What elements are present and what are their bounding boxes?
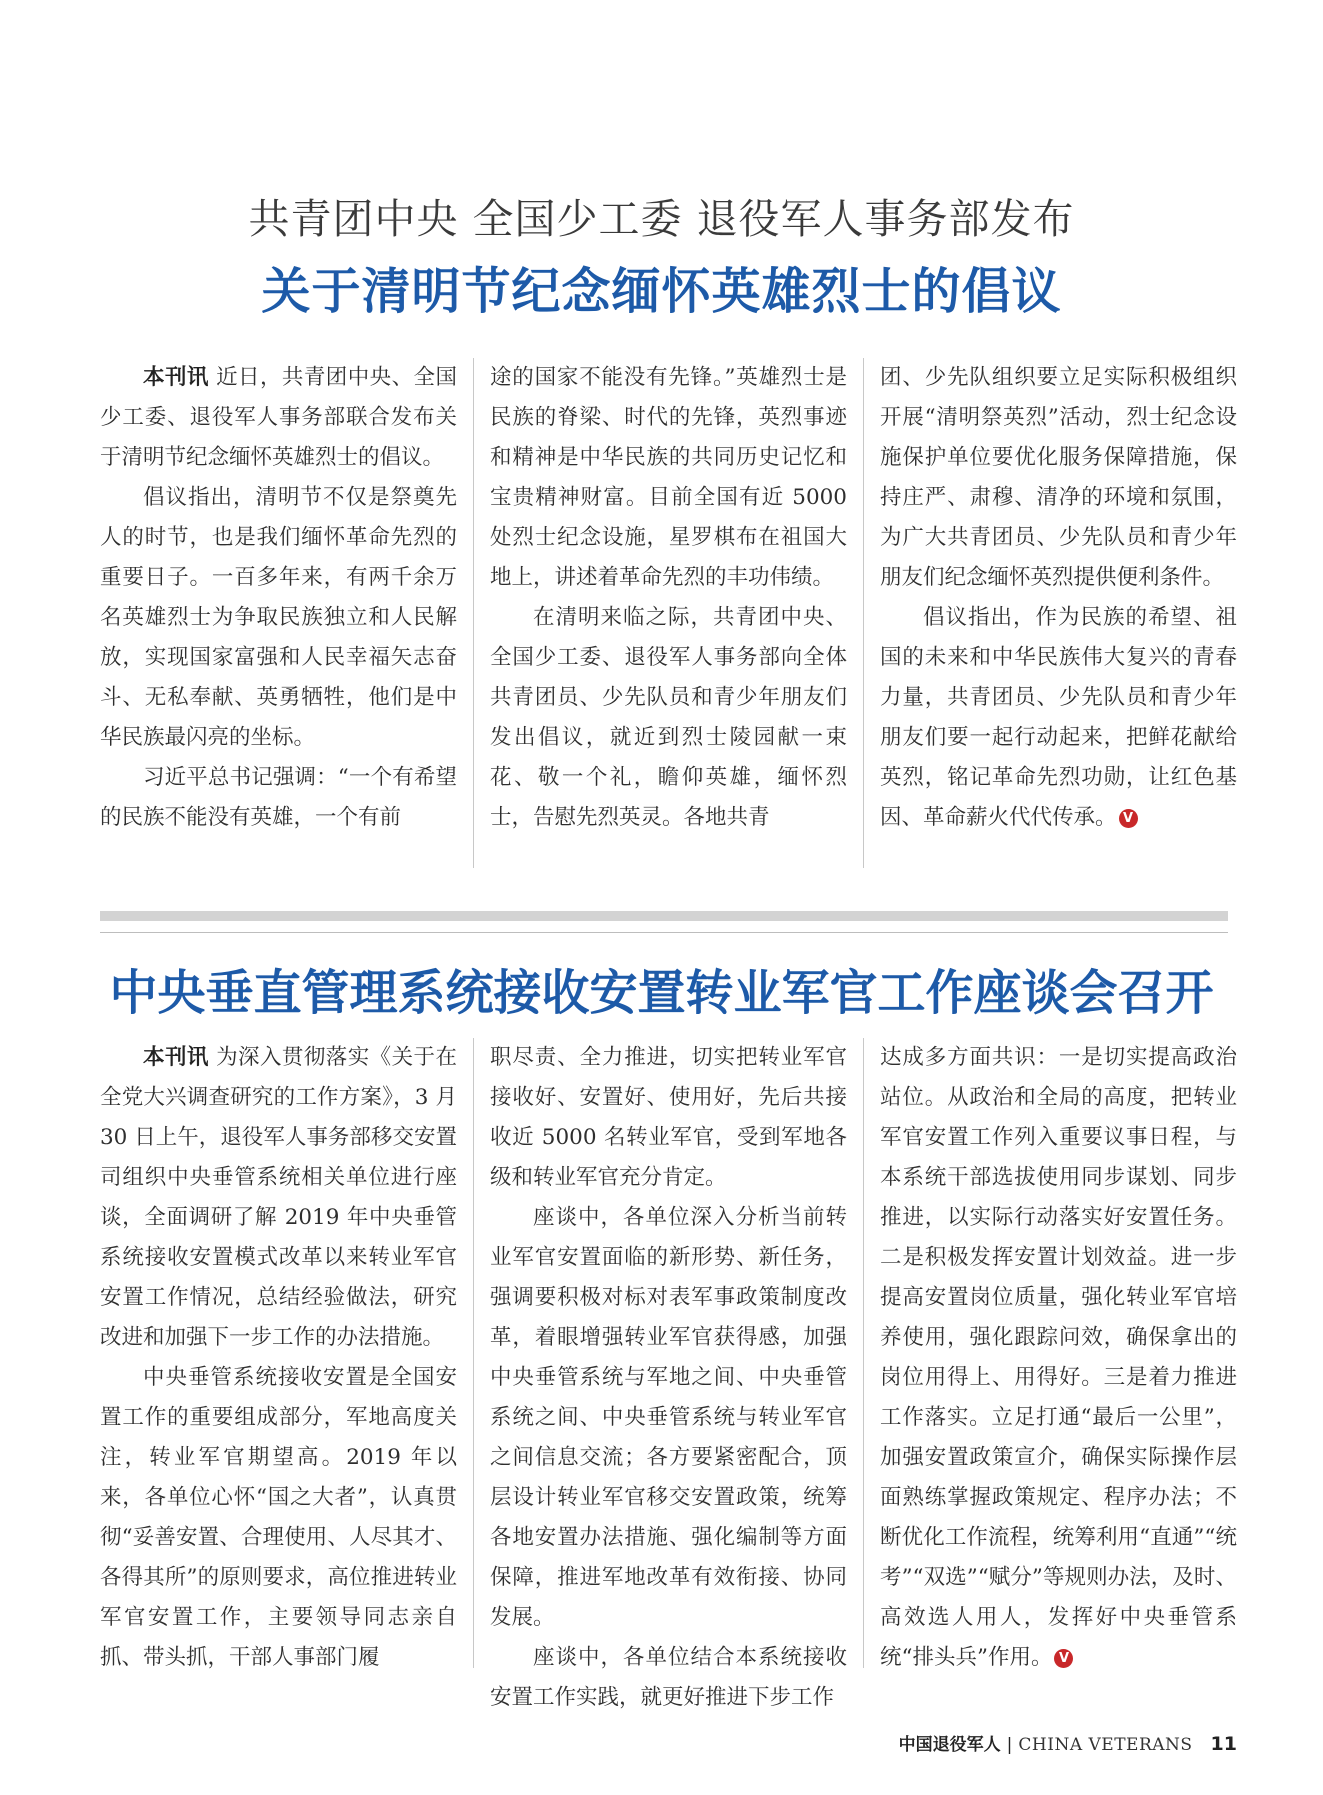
article2-paragraph — [100, 1038, 457, 1358]
lead-tag: 本刊讯 — [143, 1045, 209, 1070]
column-divider — [473, 1038, 474, 1668]
article2-column-2 — [490, 1038, 847, 1718]
article1-text: 倡议指出，作为民族的希望、祖国的未来和中华民族伟大复兴的青春力量，共青团员、少先队员和青少年朋友们要一起行动起来，把鲜花献给英烈，铭记革命先烈功勋，让红色基因、革命薪火代代传承。 — [880, 605, 1237, 830]
section-separator — [100, 911, 1228, 921]
article2-headline: 中央垂直管理系统接收安置转业军官工作座谈会召开 — [109, 965, 1214, 1021]
column-divider — [473, 358, 474, 868]
article1-body — [100, 358, 1237, 878]
end-mark-icon: V — [1119, 809, 1138, 828]
article1-paragraph: 途的国家不能没有先锋。”英雄烈士是民族的脊梁、时代的先锋，英烈事迹和精神是中华民族的共同历史记忆和宝贵精神财富。目前全国有近 5000 处烈士纪念设施，星罗棋布在祖国大地上，讲述着革命先烈的丰功伟绩。 — [490, 365, 847, 590]
article2-column-1 — [100, 1038, 457, 1678]
article1-paragraph: 习近平总书记强调：“一个有希望的民族不能没有英雄，一个有前 — [100, 765, 457, 830]
lead-tag: 本刊讯 — [143, 365, 209, 390]
article2-column-3 — [880, 1038, 1237, 1678]
column-divider — [863, 358, 864, 868]
article1-paragraph: 倡议指出，清明节不仅是祭奠先人的时节，也是我们缅怀革命先烈的重要日子。一百多年来，有两千余万名英雄烈士为争取民族独立和人民解放，实现国家富强和人民幸福矢志奋斗、无私奉献、英勇牺牲，他们是中华民族最闪亮的坐标。 — [100, 485, 457, 750]
article1-paragraph — [880, 598, 1237, 838]
article1-headline: 关于清明节纪念缅怀英雄烈士的倡议 — [261, 263, 1062, 320]
page-footer — [899, 1730, 1237, 1755]
footer-divider: | — [1006, 1735, 1013, 1755]
article2-paragraph: 座谈中，各单位结合本系统接收安置工作实践，就更好推进下步工作 — [490, 1645, 847, 1710]
article2-text: 为深入贯彻落实《关于在全党大兴调查研究的工作方案》，3 月 30 日上午，退役军人事务部移交安置司组织中央垂管系统相关单位进行座谈，全面调研了解 2019 年中央垂管系统接收安置模式改革以来转业军官安置工作情况，总结经验做法，研究改进和加强下一步工作的办法措施。 — [100, 1045, 457, 1350]
end-mark-icon: V — [1054, 1649, 1073, 1668]
column-divider — [863, 1038, 864, 1668]
page-number: 11 — [1210, 1733, 1237, 1755]
article2-paragraph — [880, 1038, 1237, 1678]
article2-paragraph: 职尽责、全力推进，切实把转业军官接收好、安置好、使用好，先后共接收近 5000 名转业军官，受到军地各级和转业军官充分肯定。 — [490, 1045, 847, 1190]
article1-kicker: 共青团中央 全国少工委 退役军人事务部发布 — [248, 195, 1075, 243]
magazine-name: 中国退役军人 — [898, 1735, 1001, 1755]
article1-paragraph — [100, 358, 457, 478]
article1-column-2 — [490, 358, 847, 838]
article1-paragraph: 在清明来临之际，共青团中央、全国少工委、退役军人事务部向全体共青团员、少先队员和青少年朋友们发出倡议，就近到烈士陵园献一束花、敬一个礼，瞻仰英雄，缅怀烈士，告慰先烈英灵。各地共青 — [490, 605, 847, 830]
article1-paragraph: 团、少先队组织要立足实际积极组织开展“清明祭英烈”活动，烈士纪念设施保护单位要优化服务保障措施，保持庄严、肃穆、清净的环境和氛围，为广大共青团员、少先队员和青少年朋友们纪念缅怀英烈提供便利条件。 — [880, 365, 1237, 590]
article2-paragraph: 中央垂管系统接收安置是全国安置工作的重要组成部分，军地高度关注，转业军官期望高。2019 年以来，各单位心怀“国之大者”，认真贯彻“妥善安置、合理使用、人尽其才、各得其所”的原则要求，高位推进转业军官安置工作，主要领导同志亲自抓、带头抓，干部人事部门履 — [100, 1365, 457, 1670]
section-separator-line — [100, 932, 1228, 933]
article2-paragraph: 座谈中，各单位深入分析当前转业军官安置面临的新形势、新任务，强调要积极对标对表军事政策制度改革，着眼增强转业军官获得感，加强中央垂管系统与军地之间、中央垂管系统之间、中央垂管系统与转业军官之间信息交流；各方要紧密配合，顶层设计转业军官移交安置政策，统筹各地安置办法措施、强化编制等方面保障，推进军地改革有效衔接、协同发展。 — [490, 1205, 847, 1630]
article1-text: 近日，共青团中央、全国少工委、退役军人事务部联合发布关于清明节纪念缅怀英雄烈士的倡议。 — [100, 365, 457, 470]
article2-body — [100, 1038, 1237, 1710]
magazine-english-name: CHINA VETERANS — [1018, 1735, 1193, 1755]
article1-column-3 — [880, 358, 1237, 838]
article1-column-1 — [100, 358, 457, 838]
article2-text: 达成多方面共识：一是切实提高政治站位。从政治和全局的高度，把转业军官安置工作列入重要议事日程，与本系统干部选拔使用同步谋划、同步推进，以实际行动落实好安置任务。二是积极发挥安置计划效益。进一步提高安置岗位质量，强化转业军官培养使用，强化跟踪问效，确保拿出的岗位用得上、用得好。三是着力推进工作落实。立足打通“最后一公里”，加强安置政策宣介，确保实际操作层面熟练掌握政策规定、程序办法；不断优化工作流程，统筹利用“直通”“统考”“双选”“赋分”等规则办法，及时、高效选人用人，发挥好中央垂管系统“排头兵”作用。 — [880, 1045, 1237, 1670]
